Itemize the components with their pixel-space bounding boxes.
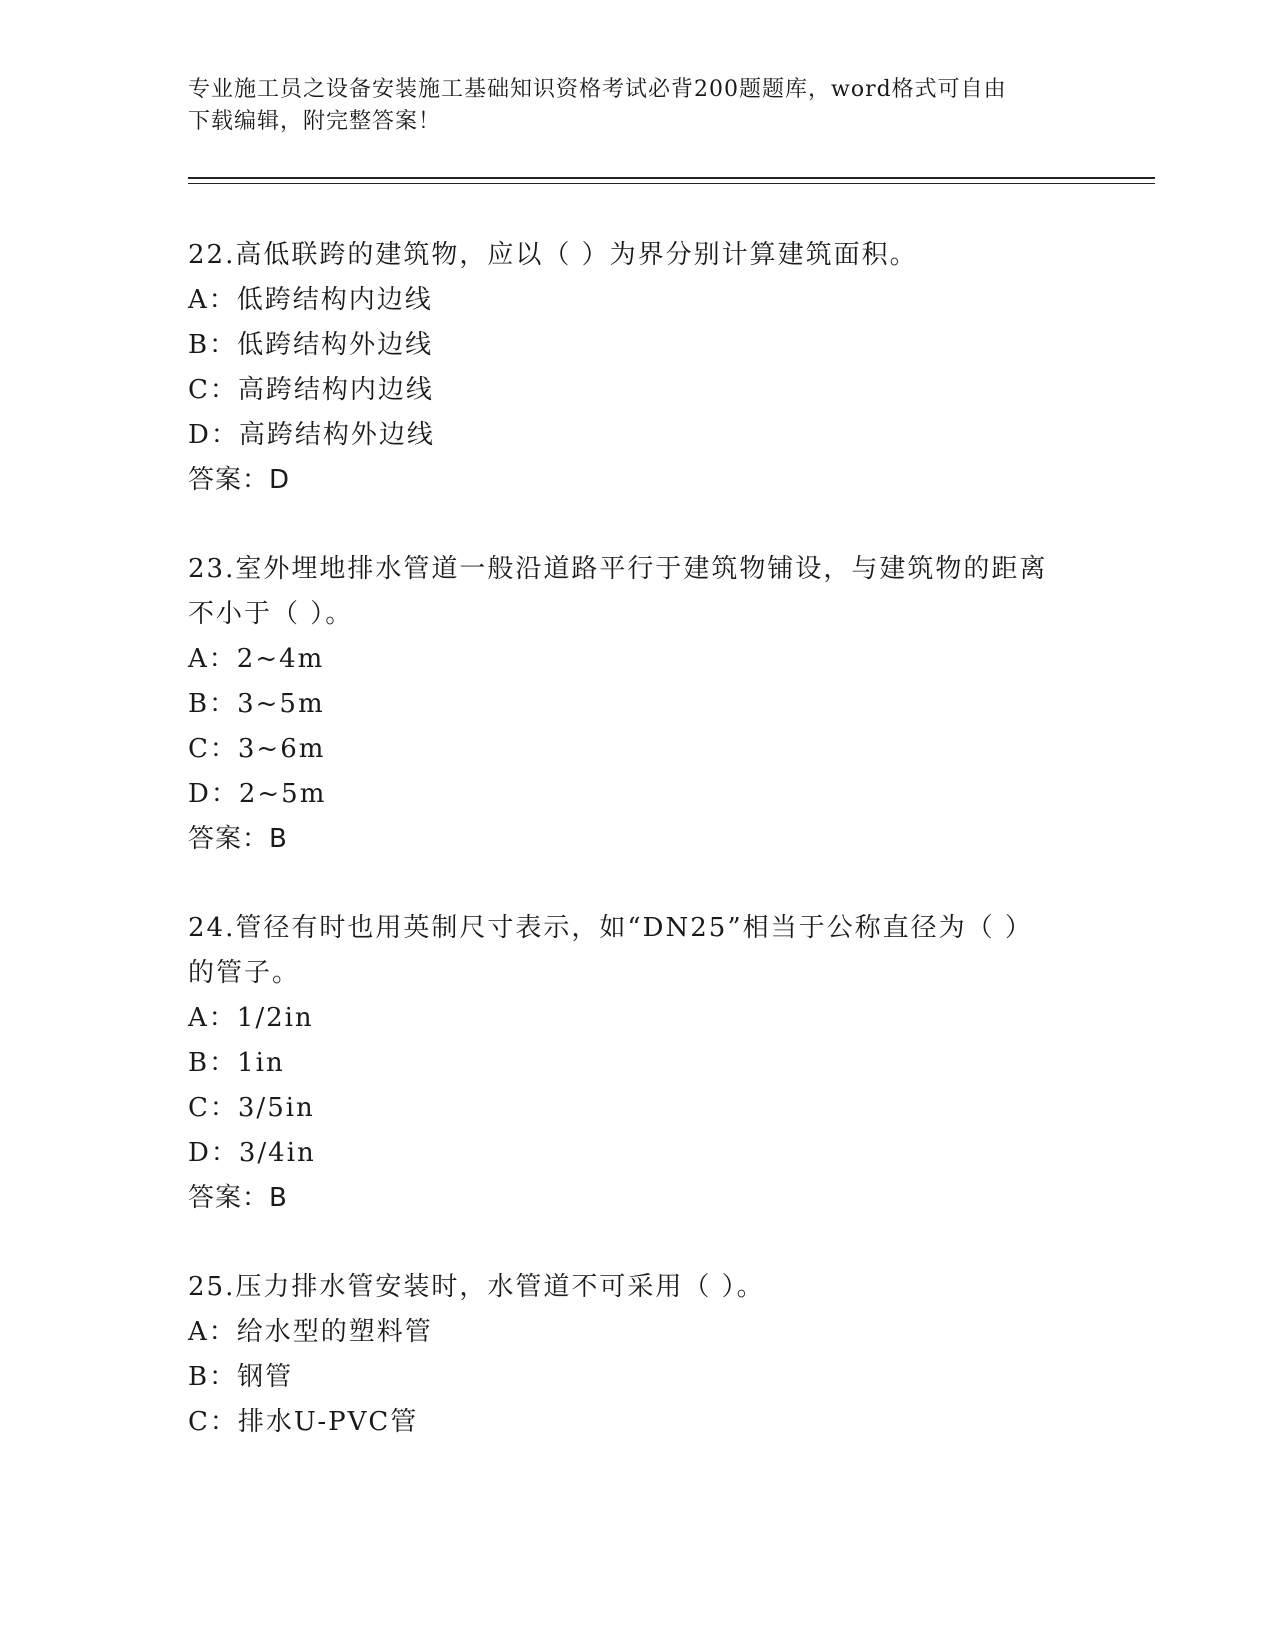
option-a: A：低跨结构内边线 [188, 285, 433, 315]
header-line-1: 专业施工员之设备安装施工基础知识资格考试必背200题题库，word格式可自由 [188, 77, 1007, 102]
question-23 [188, 547, 1088, 862]
answer-label: 答案：B [188, 824, 288, 854]
header-divider-thick [188, 177, 1155, 179]
option-d: D：高跨结构外边线 [188, 420, 435, 450]
option-b: B：钢管 [188, 1362, 294, 1392]
question-stem-continued: 的管子。 [188, 958, 301, 988]
question-stem: 22.高低联跨的建筑物，应以（ ）为界分别计算建筑面积。 [188, 240, 918, 270]
option-c: C：高跨结构内边线 [188, 375, 434, 405]
option-c: C：排水U-PVC管 [188, 1407, 419, 1437]
header-divider-thin [188, 183, 1155, 184]
question-22 [188, 233, 1088, 503]
option-d: D：3/4in [188, 1138, 316, 1168]
option-c: C：3~6m [188, 734, 326, 764]
question-stem: 23.室外埋地排水管道一般沿道路平行于建筑物铺设，与建筑物的距离 [188, 554, 1048, 584]
question-stem: 24.管径有时也用英制尺寸表示，如“DN25”相当于公称直径为（ ） [188, 913, 1033, 943]
option-d: D：2~5m [188, 779, 327, 809]
option-b: B：低跨结构外边线 [188, 330, 434, 360]
question-stem: 25.压力排水管安装时，水管道不可采用（ ）。 [188, 1272, 765, 1302]
question-24 [188, 906, 1088, 1221]
option-c: C：3/5in [188, 1093, 315, 1123]
option-b: B：3~5m [188, 689, 325, 719]
option-a: A：2~4m [188, 644, 325, 674]
answer-label: 答案：D [188, 465, 291, 495]
answer-label: 答案：B [188, 1183, 288, 1213]
option-b: B：1in [188, 1048, 285, 1078]
question-stem-continued: 不小于（ ）。 [188, 599, 354, 629]
document-header [188, 74, 1088, 138]
question-list [188, 233, 1088, 1489]
option-a: A：1/2in [188, 1003, 314, 1033]
question-25 [188, 1265, 1088, 1445]
header-line-2: 下载编辑，附完整答案！ [188, 109, 442, 134]
option-a: A：给水型的塑料管 [188, 1317, 433, 1347]
